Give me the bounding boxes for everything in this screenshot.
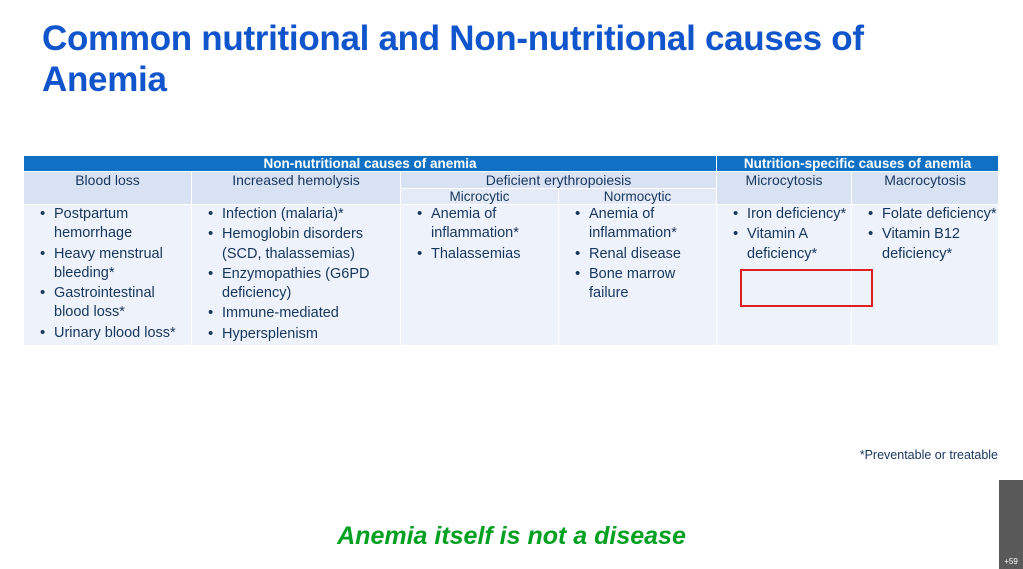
list-item: • Iron deficiency* (733, 205, 851, 224)
header-increased-hemolysis: Increased hemolysis (192, 172, 401, 205)
list-item: • Postpartum hemorrhage (40, 205, 191, 244)
list-item: • Folate deficiency* (868, 205, 998, 224)
bottom-statement: Anemia itself is not a disease (337, 522, 686, 550)
table-header-row-groups (24, 172, 999, 189)
list-item: • Anemia of inflammation* (575, 205, 716, 244)
list-item: • Vitamin B12 deficiency* (868, 225, 998, 264)
list-increased-hemolysis (192, 205, 400, 344)
list-item: • Bone marrow failure (575, 265, 716, 304)
list-microcytic (401, 205, 558, 264)
cell-increased-hemolysis (192, 205, 401, 346)
cell-blood-loss (24, 205, 192, 346)
page-title: Common nutritional and Non-nutritional causes of Anemia (42, 19, 864, 100)
header-deficient-erythropoiesis: Deficient erythropoiesis (401, 172, 717, 189)
list-item: • Enzymopathies (G6PD deficiency) (208, 265, 400, 304)
cell-microcytosis (717, 205, 852, 346)
header-normocytic: Normocytic (559, 189, 717, 205)
list-item: • Thalassemias (417, 245, 558, 264)
header-blood-loss: Blood loss (24, 172, 192, 205)
cell-microcytic (401, 205, 559, 346)
list-item: • Gastrointestinal blood loss* (40, 284, 191, 323)
list-item: • Renal disease (575, 245, 716, 264)
causes-table (23, 155, 999, 346)
cell-normocytic (559, 205, 717, 346)
list-item: • Heavy menstrual bleeding* (40, 245, 191, 284)
list-item: • Infection (malaria)* (208, 205, 400, 224)
list-blood-loss (24, 205, 191, 343)
header-non-nutritional: Non-nutritional causes of anemia (24, 156, 717, 172)
header-macrocytosis: Macrocytosis (852, 172, 999, 205)
list-macrocytosis (852, 205, 998, 264)
scrollbar-thumb[interactable] (999, 480, 1023, 569)
page-indicator: +59 (1004, 557, 1018, 566)
list-item: • Immune-mediated (208, 304, 400, 323)
list-item: • Urinary blood loss* (40, 324, 191, 343)
list-item: • Hypersplenism (208, 325, 400, 344)
list-item: • Hemoglobin disorders (SCD, thalassemias) (208, 225, 400, 264)
list-normocytic (559, 205, 716, 303)
list-microcytosis (717, 205, 851, 264)
list-item: • Anemia of inflammation* (417, 205, 558, 244)
header-microcytosis: Microcytosis (717, 172, 852, 205)
header-nutrition-specific: Nutrition-specific causes of anemia (717, 156, 999, 172)
header-microcytic: Microcytic (401, 189, 559, 205)
table-header-row-top (24, 156, 999, 172)
table-body-row (24, 205, 999, 346)
table-footnote: *Preventable or treatable (859, 448, 998, 462)
list-item: • Vitamin A deficiency* (733, 225, 851, 264)
cell-macrocytosis (852, 205, 999, 346)
causes-table-container (23, 155, 998, 346)
